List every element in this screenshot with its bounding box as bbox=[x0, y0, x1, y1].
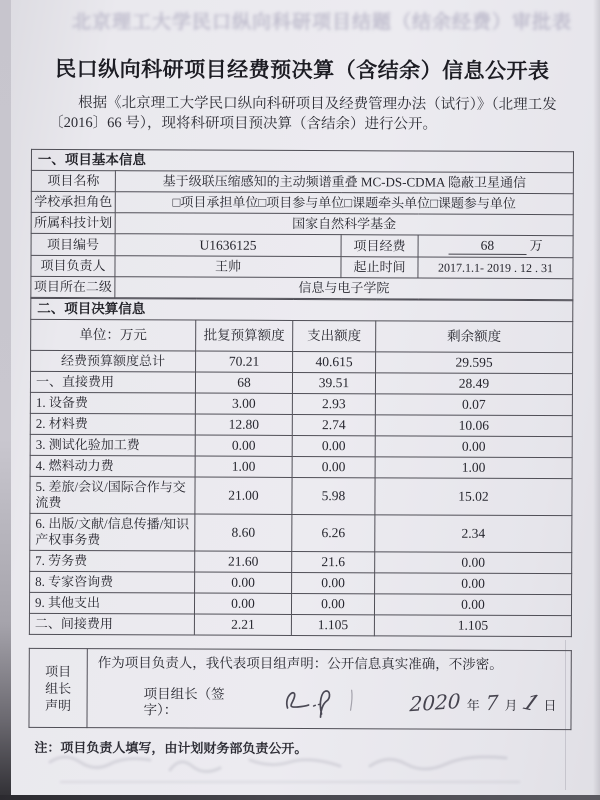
year-suffix: 年 bbox=[466, 697, 480, 713]
budget-row-other bbox=[29, 592, 571, 615]
budget-row-equipment bbox=[30, 392, 572, 415]
funding-amount: 68 bbox=[448, 238, 526, 255]
date-group bbox=[409, 688, 563, 717]
budget-spent: 2.74 bbox=[292, 414, 375, 435]
budget-spent: 40.615 bbox=[293, 351, 376, 372]
budget-row-materials bbox=[30, 413, 572, 436]
budget-row-fuel bbox=[30, 455, 572, 478]
budget-remaining: 1.00 bbox=[375, 457, 572, 479]
funding-value-cell bbox=[418, 235, 573, 258]
project-leader-row bbox=[31, 255, 573, 278]
basic-info-section-title: 一、项目基本信息 bbox=[31, 149, 573, 172]
duration-label: 起止时间 bbox=[341, 257, 418, 278]
intro-paragraph bbox=[49, 93, 563, 135]
budget-remaining: 0.00 bbox=[375, 573, 572, 595]
signature-handwriting bbox=[278, 684, 370, 722]
budget-spent: 5.98 bbox=[292, 477, 375, 514]
budget-table bbox=[29, 298, 573, 637]
day-suffix: 日 bbox=[543, 697, 557, 713]
handwritten-day: 1 bbox=[518, 690, 544, 717]
school-unit-value: 信息与电子学院 bbox=[115, 277, 573, 300]
budget-approved: 21.60 bbox=[195, 551, 292, 572]
program-label: 所属科技计划 bbox=[31, 212, 115, 233]
budget-row-label: 7. 劳务费 bbox=[30, 550, 195, 572]
column-header-approved: 批复预算额度 bbox=[196, 320, 293, 351]
budget-row-indirect bbox=[29, 613, 571, 636]
school-unit-label: 项目所在二级 bbox=[31, 276, 115, 297]
budget-row-label: 6. 出版/文献/信息传播/知识产权事务费 bbox=[30, 513, 195, 551]
budget-remaining: 28.49 bbox=[375, 373, 572, 395]
school-role-label: 学校承担角色 bbox=[31, 191, 115, 212]
project-number-label: 项目编号 bbox=[31, 233, 115, 255]
project-number-row bbox=[31, 233, 573, 257]
budget-row-consulting bbox=[30, 571, 572, 594]
project-number-value: U1636125 bbox=[115, 234, 341, 257]
footnote: 注：项目负责人填写，由计划财务部负责公开。 bbox=[34, 739, 308, 757]
signature-row bbox=[98, 683, 563, 723]
funding-label: 项目经费 bbox=[341, 235, 418, 257]
budget-remaining: 0.00 bbox=[375, 436, 572, 458]
budget-row-label: 一、直接费用 bbox=[30, 371, 195, 393]
page-right-edge-shadow bbox=[593, 0, 600, 800]
program-row bbox=[31, 212, 573, 235]
budget-spent: 2.93 bbox=[292, 393, 375, 414]
declaration-label-line: 组长 bbox=[45, 680, 72, 696]
budget-row-label: 8. 专家咨询费 bbox=[30, 571, 195, 593]
budget-approved: 0.00 bbox=[194, 593, 291, 614]
page-bottom-edge-shadow bbox=[0, 795, 600, 800]
budget-row-direct bbox=[30, 371, 572, 394]
duration-value: 2017.1.1- 2019 . 12 . 31 bbox=[418, 257, 573, 279]
budget-row-total bbox=[31, 350, 573, 373]
budget-approved: 0.00 bbox=[195, 435, 292, 456]
handwritten-month: 7 bbox=[485, 689, 500, 715]
budget-row-label: 经费预算额度总计 bbox=[31, 350, 196, 372]
budget-remaining: 15.02 bbox=[375, 478, 572, 516]
project-name-label: 项目名称 bbox=[31, 170, 115, 191]
document-title: 民口纵向科研项目经费预决算（含结余）信息公开表 bbox=[55, 57, 550, 84]
budget-approved: 68 bbox=[195, 372, 292, 393]
budget-row-publication bbox=[30, 513, 572, 552]
budget-row-label: 3. 测试化验加工费 bbox=[30, 434, 195, 456]
budget-spent: 21.6 bbox=[292, 551, 375, 572]
project-name-value: 基于级联压缩感知的主动频谱重叠 MC-DS-CDMA 隐蔽卫星通信 bbox=[115, 171, 573, 194]
school-role-checkbox-options: □项目承担单位□项目参与单位□课题牵头单位□课题参与单位 bbox=[115, 192, 573, 215]
declaration-label-line: 声明 bbox=[45, 697, 72, 713]
school-role-row bbox=[31, 191, 573, 214]
budget-approved: 3.00 bbox=[195, 393, 292, 414]
project-name-row bbox=[31, 170, 573, 193]
budget-approved: 1.00 bbox=[195, 456, 292, 477]
intro-line-1: 根据《北京理工大学民口纵向科研项目及经费管理办法（试行）》（北理工发 bbox=[78, 95, 557, 114]
budget-row-travel bbox=[30, 476, 572, 515]
project-leader-value: 王帅 bbox=[115, 256, 341, 278]
budget-remaining: 29.595 bbox=[376, 352, 573, 374]
budget-approved: 2.21 bbox=[194, 614, 291, 635]
declaration-body bbox=[87, 649, 571, 730]
budget-row-label: 1. 设备费 bbox=[30, 392, 195, 414]
budget-row-label: 二、间接费用 bbox=[29, 613, 194, 635]
budget-remaining: 2.34 bbox=[375, 515, 572, 553]
intro-line-2: 〔2016〕66 号），现将科研项目预决算（含结余）进行公开。 bbox=[49, 114, 438, 133]
budget-approved: 70.21 bbox=[196, 351, 293, 372]
project-leader-label: 项目负责人 bbox=[31, 255, 115, 276]
budget-section-title: 二、项目决算信息 bbox=[31, 298, 573, 321]
document-content bbox=[16, 0, 585, 758]
budget-remaining: 1.105 bbox=[374, 615, 571, 637]
declaration-statement: 作为项目负责人，我代表项目组声明：公开信息真实准确，不涉密。 bbox=[97, 655, 503, 672]
budget-spent: 39.51 bbox=[292, 372, 375, 393]
signature-label: 项目组长（签字）： bbox=[143, 686, 225, 718]
budget-row-label: 9. 其他支出 bbox=[29, 592, 194, 614]
budget-remaining: 10.06 bbox=[375, 415, 572, 437]
page-left-edge-shadow bbox=[0, 0, 11, 800]
budget-remaining: 0.07 bbox=[375, 394, 572, 416]
budget-spent: 0.00 bbox=[292, 572, 375, 593]
declaration-row bbox=[29, 648, 571, 729]
budget-approved: 8.60 bbox=[195, 514, 292, 551]
budget-remaining: 0.00 bbox=[374, 594, 571, 616]
school-unit-row bbox=[31, 276, 573, 299]
budget-spent: 1.105 bbox=[291, 614, 374, 635]
budget-approved: 21.00 bbox=[195, 477, 292, 514]
column-header-unit: 单位：万元 bbox=[31, 319, 196, 351]
budget-column-header-row bbox=[31, 319, 573, 352]
budget-row-label: 5. 差旅/会议/国际合作与交流费 bbox=[30, 476, 195, 514]
budget-row-label: 4. 燃料动力费 bbox=[30, 455, 195, 477]
basic-info-section-header bbox=[31, 149, 573, 172]
budget-approved: 12.80 bbox=[195, 414, 292, 435]
declaration-label bbox=[29, 648, 87, 727]
program-value: 国家自然科学基金 bbox=[115, 213, 573, 236]
budget-approved: 0.00 bbox=[195, 572, 292, 593]
budget-spent: 0.00 bbox=[292, 456, 375, 477]
column-header-spent: 支出额度 bbox=[293, 320, 376, 351]
month-suffix: 月 bbox=[504, 697, 518, 713]
declaration-label-line: 项目 bbox=[45, 663, 72, 679]
budget-remaining: 0.00 bbox=[375, 552, 572, 574]
budget-row-labor bbox=[30, 550, 572, 573]
budget-spent: 0.00 bbox=[291, 593, 374, 614]
budget-row-label: 2. 材料费 bbox=[30, 413, 195, 435]
budget-row-testing bbox=[30, 434, 572, 457]
bleed-through-header-text: 北京理工大学民口纵向科研项目结题（结余经费）审批表 bbox=[72, 12, 573, 33]
handwritten-year: 2020 bbox=[409, 688, 462, 716]
budget-spent: 0.00 bbox=[292, 435, 375, 456]
basic-info-table bbox=[30, 149, 574, 300]
funding-unit: 万 bbox=[529, 237, 543, 254]
budget-spent: 6.26 bbox=[292, 514, 375, 551]
budget-section-header bbox=[31, 298, 573, 321]
declaration-table bbox=[28, 648, 571, 730]
column-header-remaining: 剩余额度 bbox=[376, 321, 573, 353]
